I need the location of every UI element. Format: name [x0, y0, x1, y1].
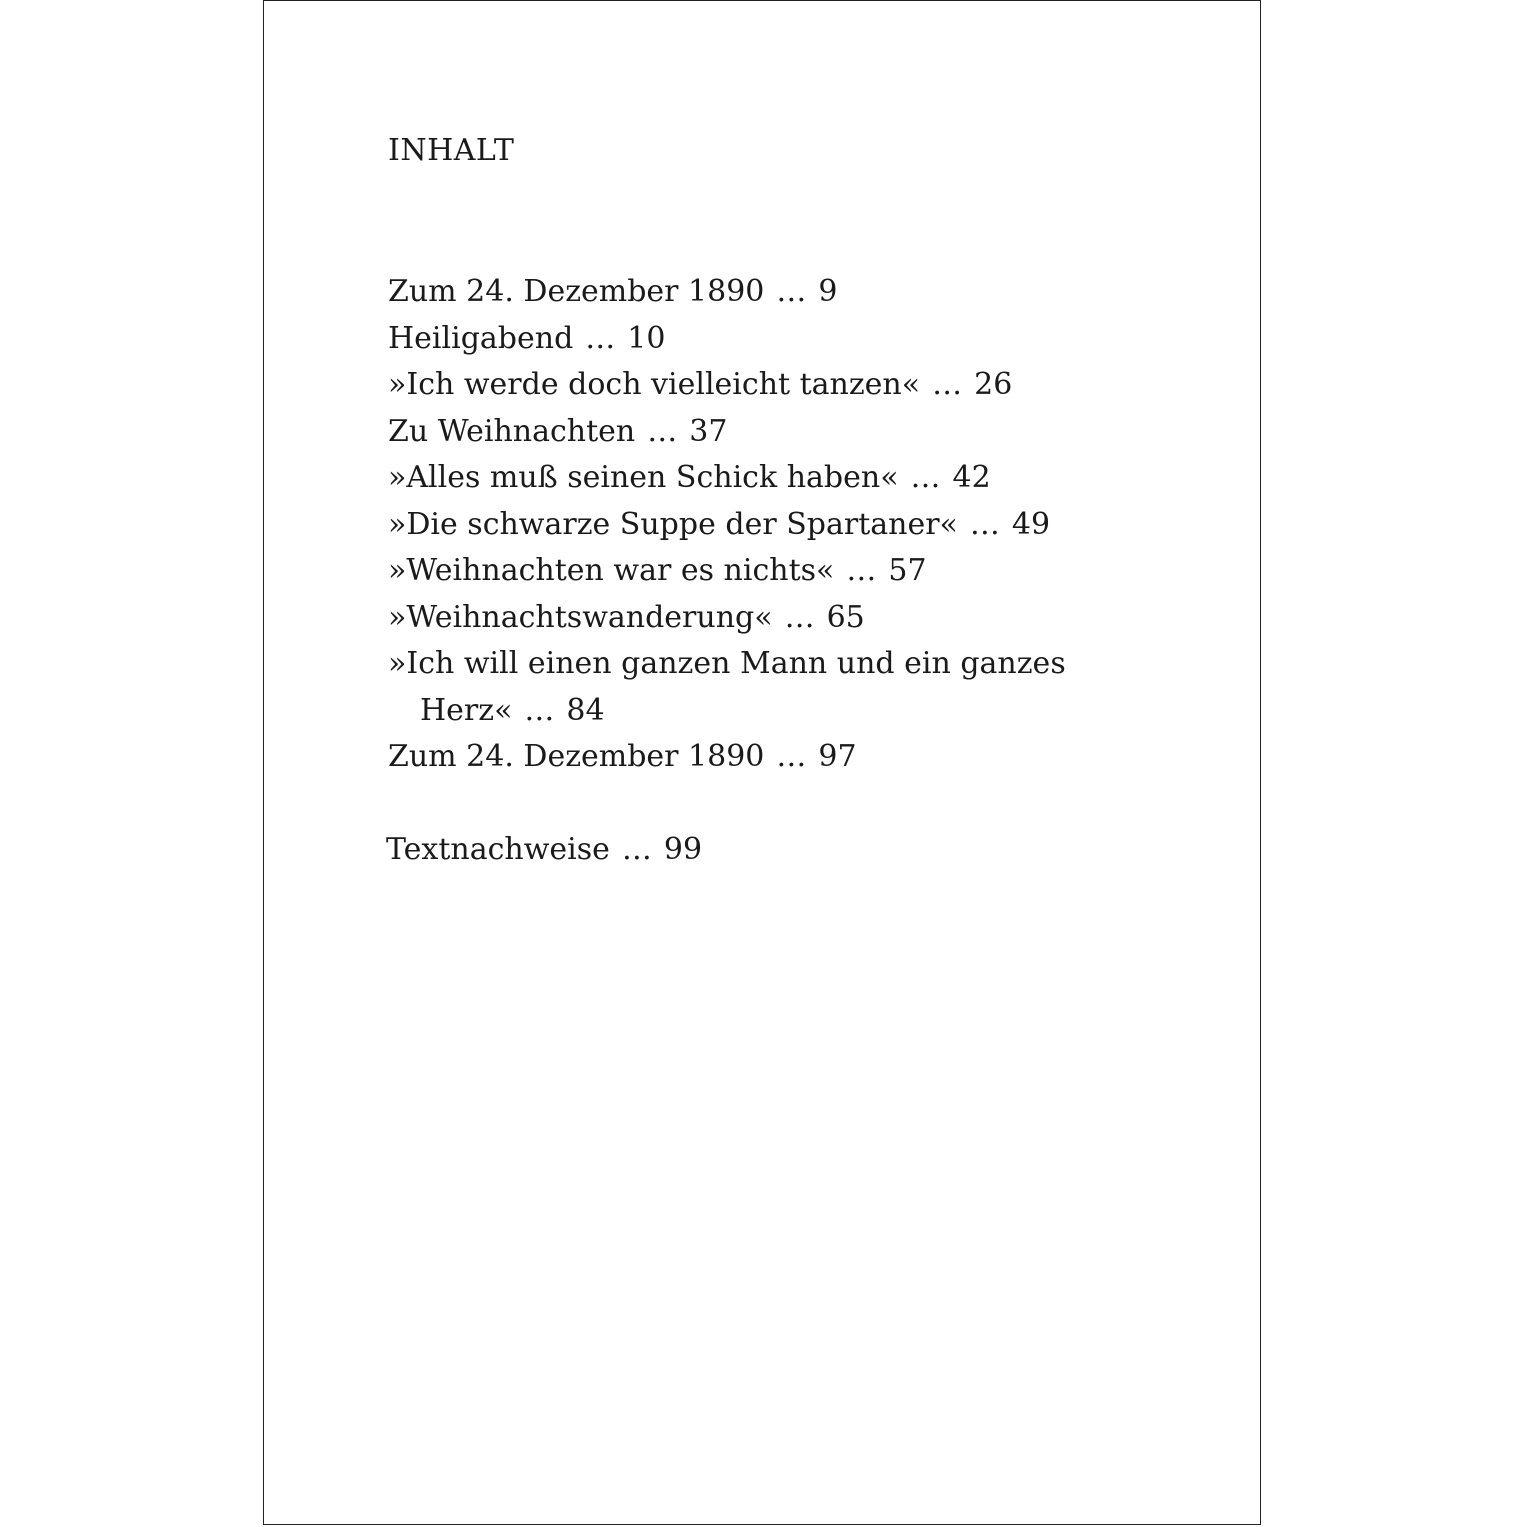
toc-entry-page: 65: [826, 599, 865, 635]
toc-separator: …: [647, 413, 678, 449]
toc-entry-page: 37: [689, 413, 728, 449]
toc-entry: [388, 641, 1148, 734]
toc-entry-page: 49: [1011, 506, 1051, 542]
toc-entry-page: 84: [566, 692, 605, 728]
toc-entry-title: »Ich will einen ganzen Mann und ein ganzes: [388, 646, 1066, 681]
toc-entry-title: »Die schwarze Suppe der Spartaner«: [388, 506, 958, 542]
toc-entry: [388, 362, 1148, 409]
toc-entry: [388, 316, 1148, 363]
toc-separator: …: [910, 460, 941, 495]
toc-entry: [388, 455, 1148, 502]
page-title: INHALT: [388, 133, 515, 168]
toc-entry: [388, 409, 1148, 456]
toc-appendix-entry: [386, 827, 702, 873]
toc-entry-title-continued: Herz«: [420, 692, 513, 728]
toc-entry: [388, 734, 1148, 781]
toc-entry-title: »Ich werde doch vielleicht tanzen«: [388, 367, 921, 402]
toc-entry-title: Zu Weihnachten: [388, 413, 636, 449]
toc-entry-page: 26: [974, 367, 1013, 402]
toc-entry-page: 42: [952, 460, 991, 495]
toc-separator: …: [784, 599, 815, 635]
toc-entry-title: »Weihnachtswanderung«: [388, 599, 773, 635]
appendix-title: Textnachweise: [386, 832, 610, 867]
toc-separator: …: [621, 832, 652, 867]
toc-entry-page: 57: [888, 553, 927, 588]
toc-separator: …: [776, 274, 807, 309]
toc-entry-continuation: [388, 688, 1148, 735]
appendix-page: 99: [663, 832, 703, 867]
toc-separator: …: [932, 367, 963, 402]
toc-separator: …: [524, 692, 555, 728]
toc-entry-title: Heiligabend: [388, 320, 574, 356]
toc-entry-title: »Alles muß seinen Schick haben«: [388, 460, 899, 495]
toc-entry-page: 10: [627, 320, 666, 356]
toc-entry: [388, 269, 1148, 316]
toc-entry: [388, 548, 1148, 595]
toc-entry: [388, 595, 1148, 642]
toc-separator: …: [969, 506, 1000, 542]
toc-entry-title: Zum 24. Dezember 1890: [388, 739, 765, 774]
toc-separator: …: [585, 320, 616, 356]
toc-entry: [388, 502, 1148, 549]
table-of-contents: [388, 269, 1148, 781]
toc-entry-title: »Weihnachten war es nichts«: [388, 553, 835, 588]
book-page: [263, 0, 1261, 1525]
toc-separator: …: [776, 739, 807, 774]
toc-entry-page: 97: [818, 739, 857, 774]
toc-entry-title: Zum 24. Dezember 1890: [388, 274, 765, 309]
toc-separator: …: [846, 553, 877, 588]
toc-entry-page: 9: [818, 274, 838, 309]
